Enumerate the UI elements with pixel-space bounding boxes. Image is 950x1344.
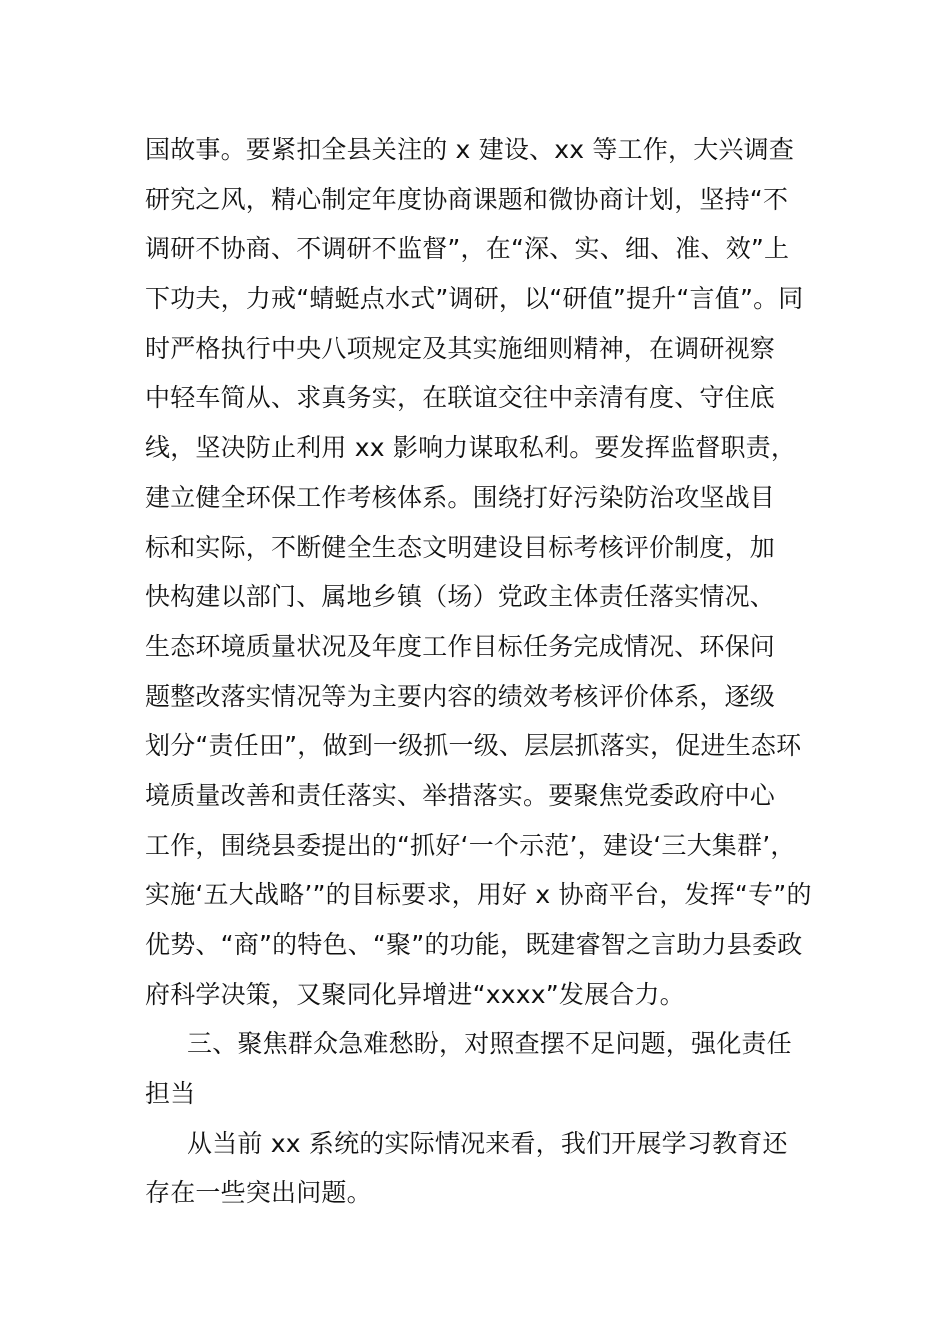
text-line: 存在一些突出问题。 [145,1178,372,1208]
text-line: 生态环境质量状况及年度工作目标任务完成情况、环保问 [145,631,776,661]
text-line: 标和实际，不断健全生态文明建设目标考核评价制度，加 [145,532,776,562]
text-line: 调研不协商、不调研不监督”，在“深、实、细、准、效”上 [145,234,790,264]
text-line: 题整改落实情况等为主要内容的绩效考核评价体系，逐级 [145,681,776,711]
text-line: 下功夫，力戒“蜻蜓点水式”调研，以“研值”提升“言值”。同 [145,284,804,314]
text-line: 府科学决策，又聚同化异增进“xxxx”发展合力。 [145,979,685,1009]
text-line: 时严格执行中央八项规定及其实施细则精神，在调研视察 [145,333,776,363]
text-line: 建立健全环保工作考核体系。围绕打好污染防治攻坚战目 [145,482,776,512]
section-heading-continued: 担当 [145,1079,196,1109]
text-line: 线，坚决防止利用 xx 影响力谋取私利。要发挥监督职责， [145,433,797,463]
text-line: 实施‘五大战略’”的目标要求，用好 x 协商平台，发挥“专”的 [145,880,812,910]
text-line: 工作，围绕县委提出的“抓好‘一个示范’，建设‘三大集群’， [145,830,796,860]
text-line: 境质量改善和责任落实、举措落实。要聚焦党委政府中心 [145,780,776,810]
text-line: 划分“责任田”，做到一级抓一级、层层抓落实，促进生态环 [145,731,802,761]
text-line: 快构建以部门、属地乡镇（场）党政主体责任落实情况、 [145,582,776,612]
text-line: 研究之风，精心制定年度协商课题和微协商计划，坚持“不 [145,184,789,214]
text-line: 国故事。要紧扣全县关注的 x 建设、xx 等工作，大兴调查 [145,135,795,164]
text-line: 优势、“商”的特色、“聚”的功能，既建睿智之言助力县委政 [145,930,803,959]
paragraph-start: 从当前 xx 系统的实际情况来看，我们开展学习教育还 [187,1128,788,1158]
text-line: 中轻车简从、求真务实，在联谊交往中亲清有度、守住底 [145,383,776,413]
section-heading: 三、聚焦群众急难愁盼，对照查摆不足问题，强化责任 [187,1029,792,1059]
document-body [145,125,812,1218]
